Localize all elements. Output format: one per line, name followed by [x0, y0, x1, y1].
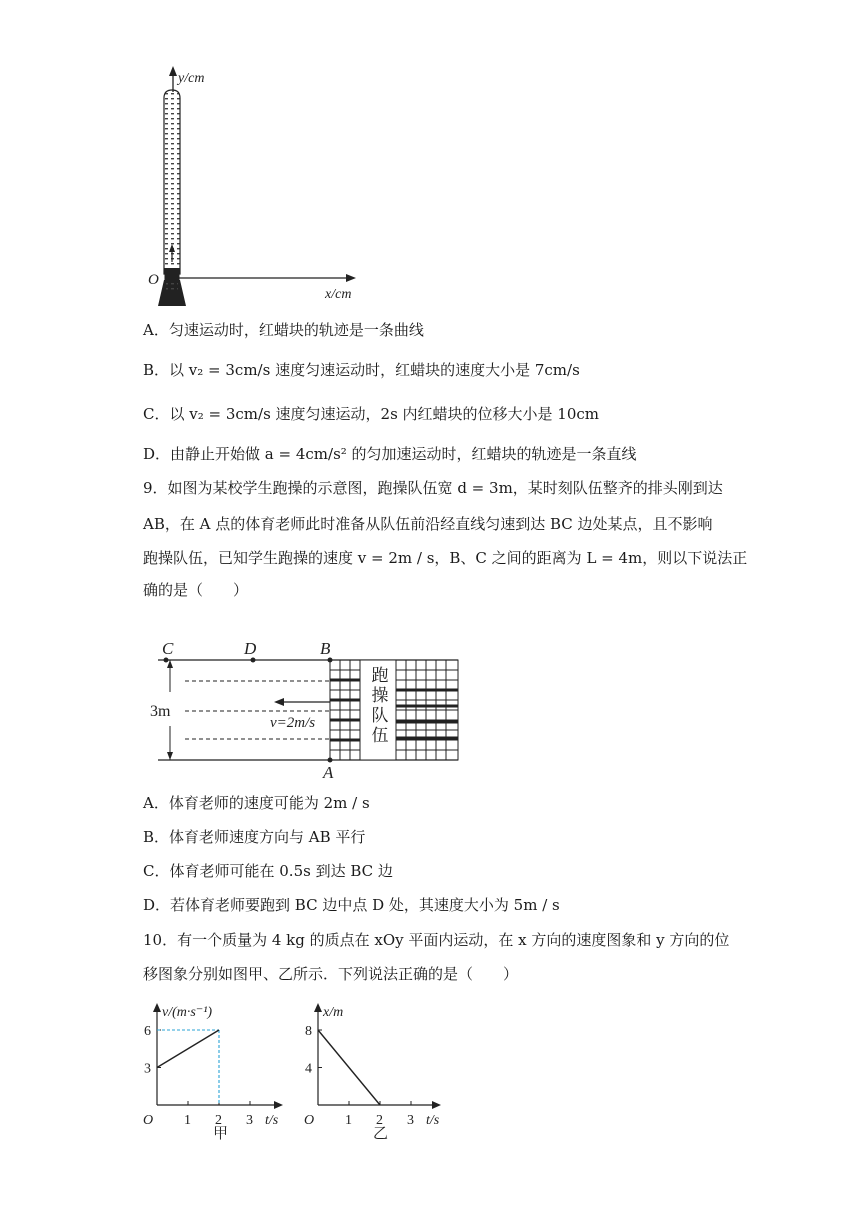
chart-b-caption: 乙	[373, 1126, 389, 1142]
chart-a-xtick-label-1: 1	[184, 1113, 191, 1128]
chart-a-ytick-label-3: 3	[144, 1061, 151, 1077]
q9-option-a: A．体育老师的速度可能为 2m / s	[143, 794, 370, 812]
point-c	[164, 658, 169, 663]
label-a: A	[323, 763, 334, 782]
chart-b-xtick-label-1: 1	[345, 1113, 352, 1128]
chart-a-series-line	[157, 1030, 219, 1068]
chart-velocity-x	[140, 1000, 300, 1145]
width-label: 3m	[150, 703, 171, 720]
point-b	[328, 658, 333, 663]
red-wax-block	[165, 268, 180, 280]
q10-number: 10．	[143, 931, 178, 949]
q9-stem-line-2: AB，在 A 点的体育老师此时准备从队伍前沿经直线匀速到达 BC 边处某点，且不影响	[143, 515, 713, 533]
tube-figure	[140, 62, 370, 312]
q9-stem-line-3: 跑操队伍，已知学生跑操的速度 v = 2m / s，B、C 之间的距离为 L = 4m，则以下说法正	[143, 549, 748, 567]
chart-a-origin: O	[143, 1113, 154, 1128]
chart-a-ylabel: v/(m·s⁻¹)	[162, 1005, 213, 1020]
label-d: D	[244, 639, 257, 658]
chart-a-caption: 甲	[213, 1126, 229, 1142]
label-c: C	[162, 639, 174, 658]
q9-option-d: D．若体育老师要跑到 BC 边中点 D 处，其速度大小为 5m / s	[143, 896, 560, 914]
chart-position-y	[298, 1000, 458, 1145]
chart-a-xtick-label-2: 2	[215, 1113, 222, 1128]
q9-option-b: B．体育老师速度方向与 AB 平行	[143, 828, 366, 846]
q9-stem-line-4: 确的是（ ）	[143, 581, 249, 599]
chart-b-ytick-label-8: 8	[305, 1024, 312, 1039]
x-axis-arrow	[346, 274, 356, 282]
team-label: 跑操队伍	[368, 666, 388, 746]
q10-stem-line-2: 移图象分别如图甲、乙所示．下列说法正确的是（ ）	[143, 965, 519, 983]
q8-option-d: D．由静止开始做 a = 4cm/s² 的匀加速运动时，红蜡块的轨迹是一条直线	[143, 445, 637, 463]
chart-a-ytick-label-6: 6	[144, 1024, 151, 1039]
chart-b-series-line	[318, 1030, 380, 1105]
running-team-figure	[140, 636, 470, 786]
q9-number: 9．	[143, 479, 168, 497]
chart-a-xlabel: t/s	[265, 1113, 279, 1128]
point-d	[251, 658, 256, 663]
y-axis-arrow	[169, 66, 177, 76]
chart-b-xlabel: t/s	[426, 1113, 440, 1128]
fig1-x-label: x/cm	[325, 287, 352, 302]
velocity-label: v=2m/s	[270, 715, 316, 731]
velocity-arrow	[274, 698, 284, 706]
label-b: B	[320, 639, 331, 658]
chart-b-origin: O	[304, 1113, 315, 1128]
chart-b-ytick-label-4: 4	[305, 1061, 312, 1077]
q9-stem-line-1: 9．如图为某校学生跑操的示意图，跑操队伍宽 d = 3m，某时刻队伍整齐的排头刚到达	[143, 479, 723, 497]
fig1-origin: O	[148, 272, 159, 288]
fig1-y-label: y/cm	[178, 71, 205, 86]
q9-option-c: C．体育老师可能在 0.5s 到达 BC 边	[143, 862, 393, 880]
chart-b-xtick-label-2: 2	[376, 1113, 383, 1128]
q8-option-b: B．以 v₂ = 3cm/s 速度匀速运动时，红蜡块的速度大小是 7cm/s	[143, 361, 580, 379]
chart-b-ylabel: x/m	[323, 1005, 344, 1020]
q8-option-c: C．以 v₂ = 3cm/s 速度匀速运动，2s 内红蜡块的位移大小是 10cm	[143, 405, 600, 423]
chart-a-xtick-label-3: 3	[246, 1113, 253, 1128]
point-a	[328, 758, 333, 763]
q8-option-a: A．匀速运动时，红蜡块的轨迹是一条曲线	[143, 321, 424, 339]
chart-b-xtick-label-3: 3	[407, 1113, 414, 1128]
q10-stem-line-1: 10．有一个质量为 4 kg 的质点在 xOy 平面内运动，在 x 方向的速度图象和 y 方向的位	[143, 931, 730, 949]
